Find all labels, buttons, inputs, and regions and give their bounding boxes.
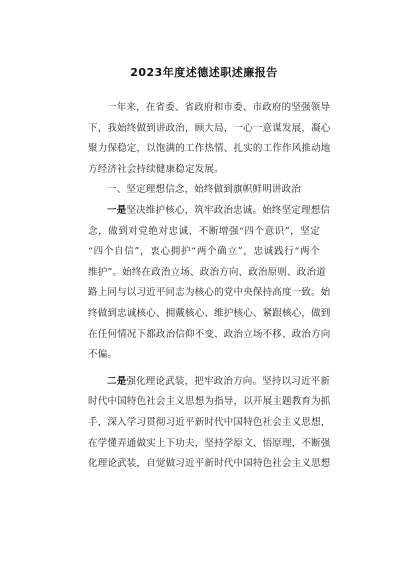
document-title: 2023年度述德述职述廉报告 [130, 66, 278, 79]
paragraph-line: 化理论武装，自觉做习近平新时代中国特色社会主义思想 [88, 458, 331, 470]
paragraph-line: “四个自信”，衷心拥护“两个确立”，忠诚践行“两个 [88, 246, 320, 258]
intro-line: 聚力保稳定，以饱满的工作热情、扎实的工作作风推动地 [88, 143, 331, 155]
paragraph-first-text: 坚决维护核心，筑牢政治忠诚。始终坚定理想信 [126, 204, 331, 216]
paragraph-line: 在任何情况下都政治信仰不变、政治立场不移、政治方向 [88, 328, 331, 340]
section-heading: 一、坚定理想信念，始终做到旗帜鲜明讲政治 [107, 184, 302, 196]
paragraph-line: 路上同与以习近平同志为核心的党中央保持高度一致。始 [88, 287, 331, 299]
paragraph-line: 念，做到对党绝对忠诚，不断增强“四个意识”，坚定 [88, 225, 320, 237]
paragraph-line: 维护”。始终在政治立场、政治方向、政治原则、政治道 [88, 266, 326, 278]
paragraph-line [88, 372, 331, 393]
paragraph-lead: 二是 [107, 375, 127, 387]
intro-line: 方经济社会持续健康稳定发展。 [88, 163, 224, 175]
paragraph-line: 终做到忠诚核心、拥戴核心、维护核心、紧跟核心，做到 [88, 307, 331, 319]
paragraph-line: 手，深入学习贯彻习近平新时代中国特色社会主义思想， [88, 416, 331, 428]
paragraph-line: 不偏。 [88, 349, 118, 361]
paragraph-line: 时代中国特色社会主义思想为指导，以开展主题教育为抓 [88, 396, 331, 408]
paragraph-lead: 一是 [107, 204, 127, 216]
paragraph-line: 在学懂弄通做实上下功夫，坚持学原文、悟原理，不断强 [88, 437, 331, 449]
document-body [88, 98, 331, 475]
paragraph-first-text: 强化理论武装，把牢政治方向。坚持以习近平新 [126, 375, 331, 387]
paragraph-line [88, 201, 331, 222]
intro-line: 下，我始终做到讲政治，顾大局，一心一意谋发展，凝心 [88, 122, 331, 134]
intro-line: 一年来，在省委、省政府和市委、市政府的坚强领导 [107, 102, 331, 113]
